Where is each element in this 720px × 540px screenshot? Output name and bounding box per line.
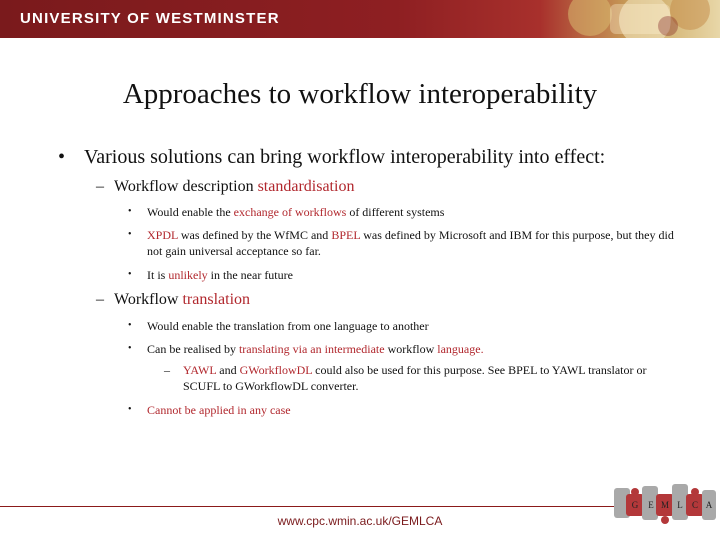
- bullet-marker: •: [128, 206, 132, 217]
- highlight-text: language.: [437, 342, 484, 356]
- point-text: and: [216, 363, 240, 377]
- highlight-text: YAWL: [183, 363, 217, 377]
- main-bullet-text: Various solutions can bring workflow interoperability into effect:: [84, 146, 606, 168]
- header-decoration-image: [550, 0, 720, 38]
- logo-letter: C: [691, 500, 699, 510]
- point-text: was defined by the WfMC and: [177, 228, 332, 242]
- footer-url: www.cpc.wmin.ac.uk/GEMLCA: [277, 514, 443, 528]
- point-text: workflow: [384, 342, 438, 356]
- gemlca-puzzle-logo: [612, 482, 718, 528]
- point-text: in the near future: [207, 268, 293, 282]
- header-banner: [0, 0, 720, 38]
- dash-marker: –: [96, 178, 104, 195]
- dash-marker: –: [96, 291, 104, 308]
- slide-title: Approaches to workflow interoperability: [122, 78, 598, 110]
- bullet-marker: •: [128, 320, 132, 331]
- dash-marker: –: [164, 363, 170, 377]
- bullet-marker: •: [128, 343, 132, 354]
- sub-heading-translation: [96, 290, 250, 310]
- bullet-marker: •: [58, 146, 66, 168]
- footer-divider: [0, 506, 615, 507]
- bullet-marker: •: [128, 269, 132, 280]
- highlight-text: standardisation: [257, 178, 355, 195]
- logo-letter: E: [648, 500, 654, 510]
- point-text: It is: [147, 268, 169, 282]
- point-text: could also be used for this purpose. See BPEL to YAWL translator or SCUFL to GWorkflowDL converter.: [183, 363, 647, 393]
- sub-heading-text: Workflow description: [114, 178, 258, 195]
- point-text: of different systems: [346, 205, 445, 219]
- highlight-text: Cannot be applied in any case: [147, 403, 291, 417]
- highlight-text: translating via an intermediate: [238, 342, 385, 356]
- point-text: Would enable the translation from one language to another: [147, 319, 429, 333]
- point-text: Can be realised by: [147, 342, 239, 356]
- logo-letter: M: [660, 500, 670, 510]
- highlight-text: XPDL: [147, 228, 178, 242]
- highlight-text: translation: [182, 291, 251, 308]
- point-text: was defined by Microsoft and IBM for this purpose, but they did not gain universal acceptance so far.: [147, 228, 674, 258]
- point-text: Would enable the: [147, 205, 234, 219]
- sub-heading-text: Workflow: [114, 291, 183, 308]
- bullet-marker: •: [128, 404, 132, 415]
- logo-letter: L: [677, 500, 683, 510]
- highlight-text: unlikely: [168, 268, 208, 282]
- logo-letter: G: [631, 500, 639, 510]
- highlight-text: GWorkflowDL: [239, 363, 313, 377]
- highlight-text: BPEL: [331, 228, 361, 242]
- logo-letter: A: [705, 500, 713, 510]
- highlight-text: exchange of workflows: [233, 205, 347, 219]
- bullet-marker: •: [128, 229, 132, 240]
- sub-heading-standardisation: [96, 177, 354, 197]
- university-name: UNIVERSITY OF WESTMINSTER: [20, 10, 280, 27]
